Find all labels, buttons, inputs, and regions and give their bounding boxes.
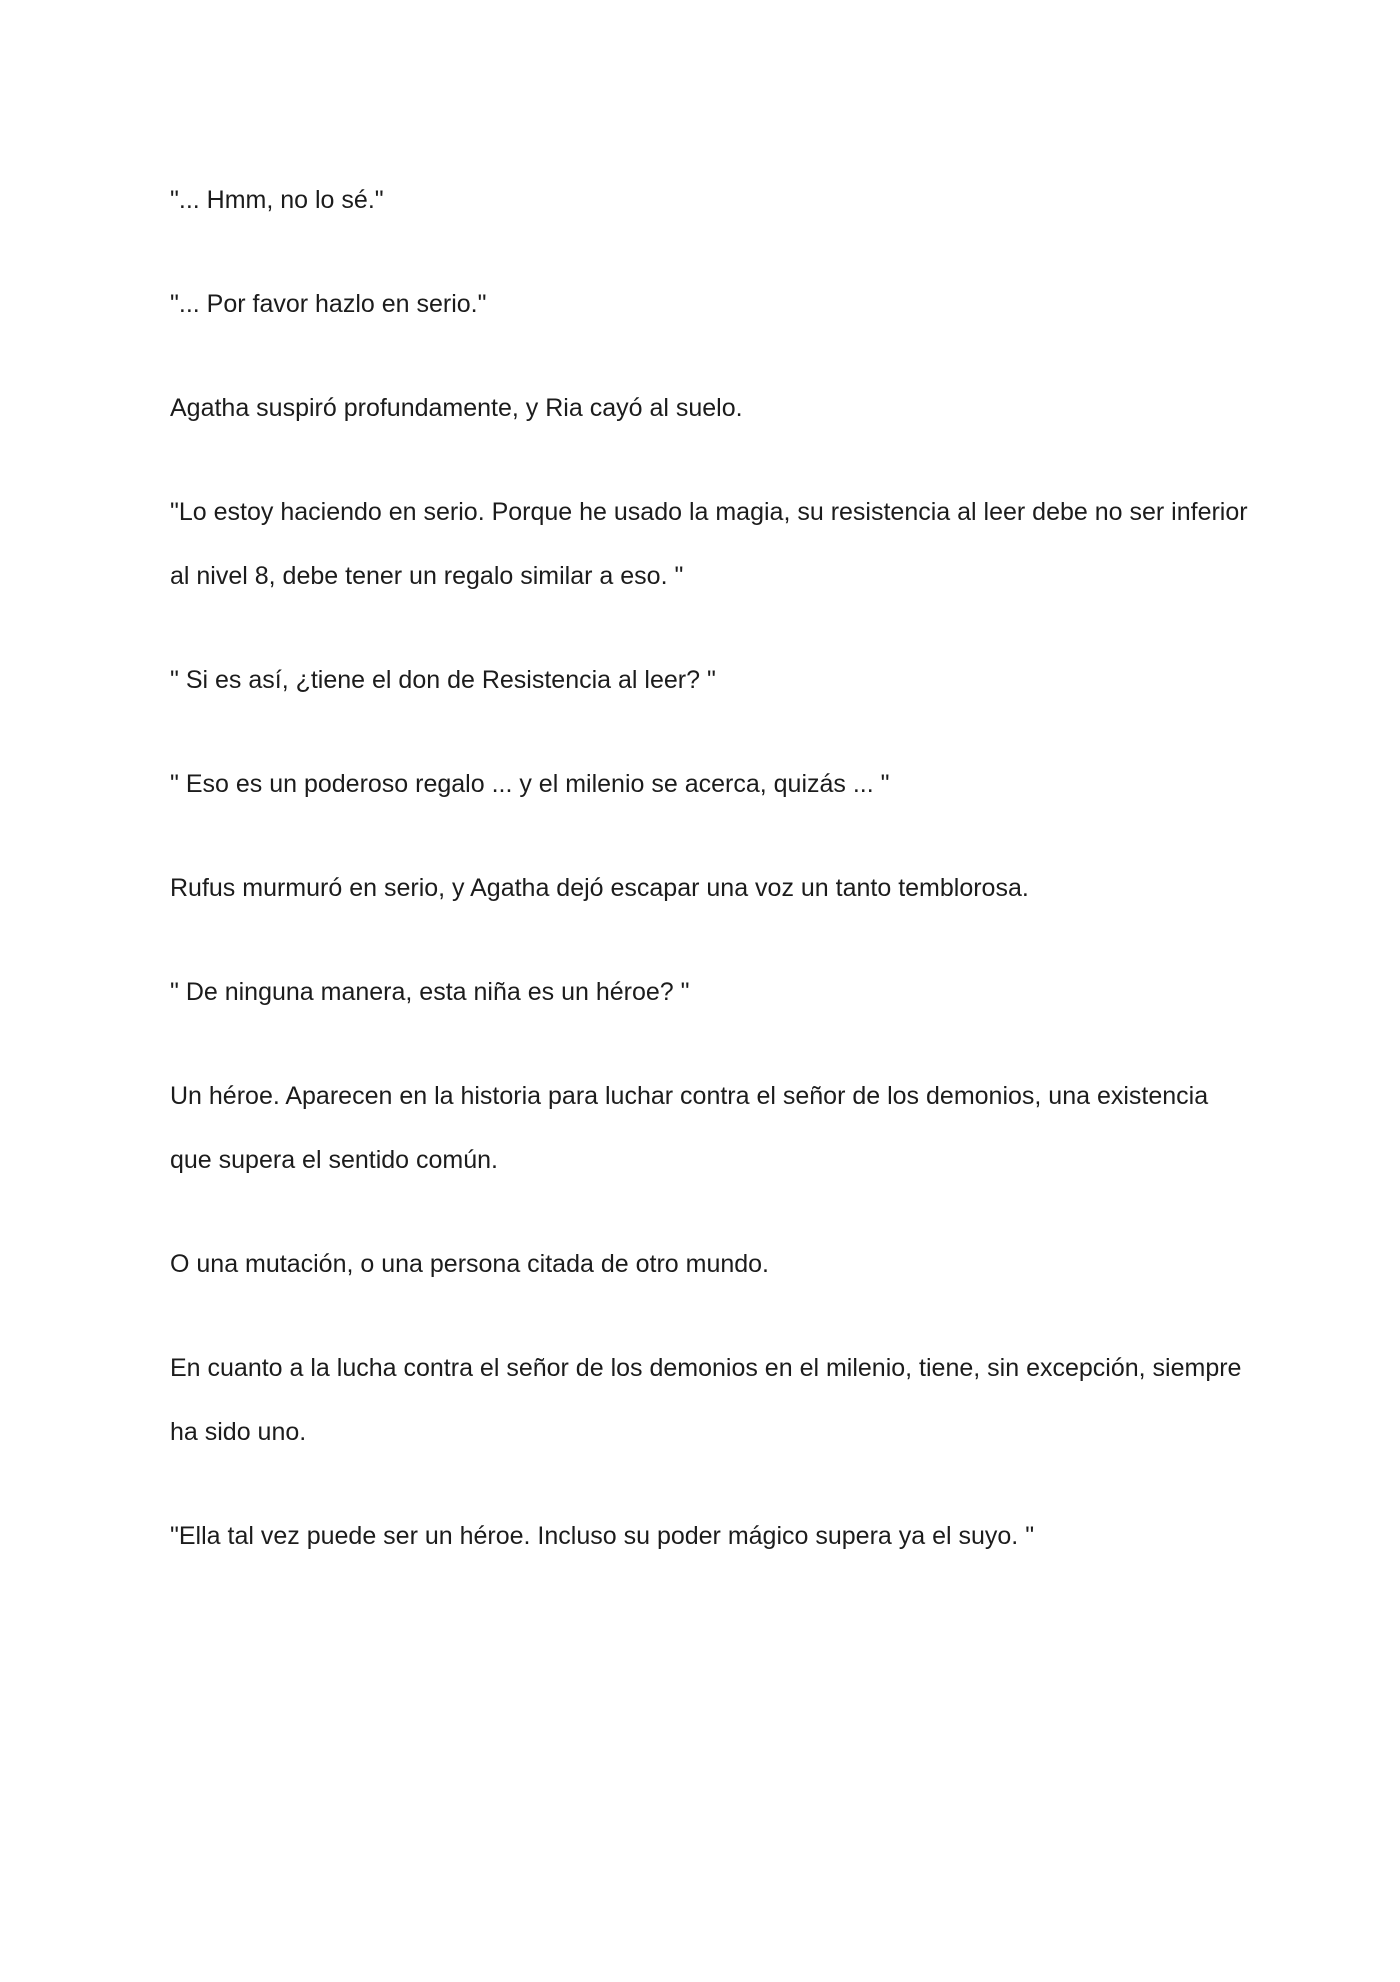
paragraph: Rufus murmuró en serio, y Agatha dejó escapar una voz un tanto temblorosa.: [170, 874, 1029, 902]
document-body: [170, 168, 1250, 1608]
paragraph: Un héroe. Aparecen en la historia para luchar contra el señor de los demonios, una existencia que supera el sentido común.: [170, 1082, 1209, 1174]
paragraph: O una mutación, o una persona citada de otro mundo.: [170, 1250, 769, 1278]
paragraph: " Eso es un poderoso regalo ... y el milenio se acerca, quizás ... ": [170, 770, 890, 798]
paragraph: En cuanto a la lucha contra el señor de los demonios en el milenio, tiene, sin excepción, siempre ha sido uno.: [170, 1354, 1242, 1446]
paragraph: "... Hmm, no lo sé.": [170, 186, 384, 214]
paragraph: " Si es así, ¿tiene el don de Resistencia al leer? ": [170, 666, 716, 694]
paragraph: "Ella tal vez puede ser un héroe. Incluso su poder mágico supera ya el suyo. ": [170, 1522, 1035, 1550]
paragraph: "Lo estoy haciendo en serio. Porque he usado la magia, su resistencia al leer debe no ser inferior al nivel 8, debe tener un regalo similar a eso. ": [170, 498, 1248, 590]
paragraph: " De ninguna manera, esta niña es un héroe? ": [170, 978, 690, 1006]
paragraph: "... Por favor hazlo en serio.": [170, 290, 487, 318]
paragraph: Agatha suspiró profundamente, y Ria cayó al suelo.: [170, 394, 743, 422]
